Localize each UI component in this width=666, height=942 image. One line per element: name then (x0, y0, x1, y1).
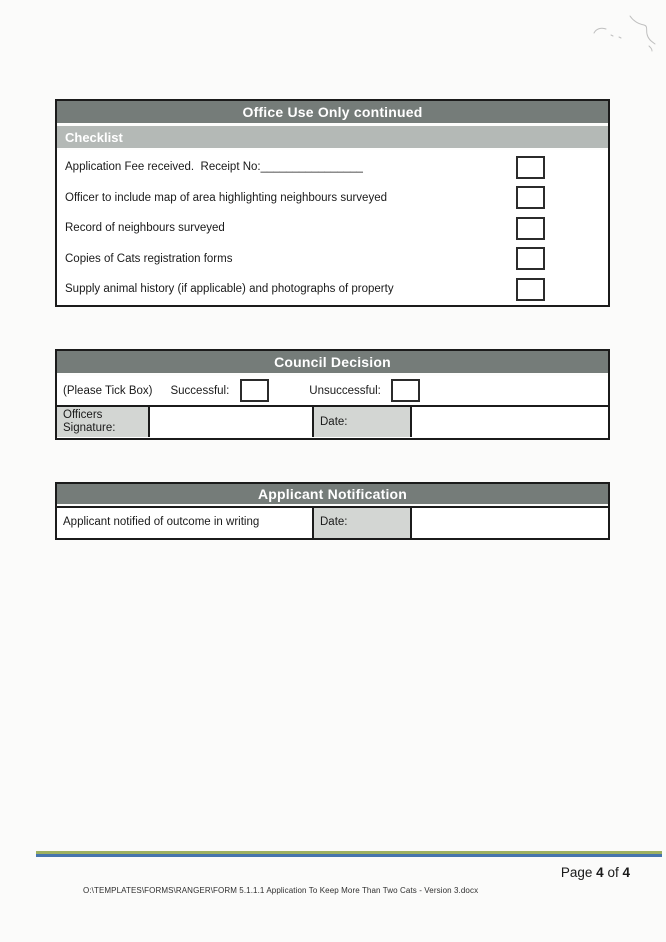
applicant-notification-header (57, 484, 608, 506)
checklist-label: Checklist (65, 129, 123, 145)
council-decision-table (55, 349, 610, 440)
of-word: of (607, 865, 619, 880)
animal-history-checkbox[interactable] (516, 278, 545, 301)
notification-date-field[interactable] (412, 508, 608, 538)
applicant-notification-table (55, 482, 610, 540)
decision-date-label: Date: (314, 407, 412, 437)
application-fee-checkbox[interactable] (516, 156, 545, 179)
footer-rule-blue (36, 854, 662, 858)
checklist-subheader (57, 126, 608, 150)
decision-tick-row (57, 376, 608, 407)
unsuccessful-checkbox[interactable] (391, 379, 420, 402)
office-use-title: Office Use Only continued (242, 104, 423, 120)
map-included-checkbox[interactable] (516, 186, 545, 209)
checklist-row (57, 152, 608, 183)
notification-row (57, 506, 608, 538)
page-number (470, 865, 630, 880)
document-file-path: O:\TEMPLATES\FORMS\RANGER\FORM 5.1.1.1 Application To Keep More Than Two Cats - Version 3.docx (83, 886, 479, 895)
checklist-items (57, 150, 608, 305)
checklist-row (57, 244, 608, 275)
applicant-notification-title: Applicant Notification (257, 486, 408, 502)
checklist-item-label: Officer to include map of area highlighting neighbours surveyed (65, 191, 387, 204)
checklist-row (57, 213, 608, 244)
officers-signature-field[interactable] (150, 407, 314, 437)
decision-date-field[interactable] (412, 407, 608, 437)
checklist-row (57, 274, 608, 305)
page-total: 4 (622, 865, 630, 880)
page-current: 4 (596, 865, 604, 880)
unsuccessful-label: Unsuccessful: (309, 384, 381, 397)
checklist-item-label: Record of neighbours surveyed (65, 222, 225, 235)
officers-signature-label: Officers Signature: (57, 407, 150, 437)
council-decision-title: Council Decision (274, 354, 391, 370)
successful-label: Successful: (170, 384, 230, 397)
council-decision-header (57, 351, 608, 376)
office-use-header (57, 101, 608, 126)
page-word: Page (560, 865, 593, 880)
checklist-item-label: Supply animal history (if applicable) and photographs of property (65, 283, 394, 296)
checklist-item-label: Application Fee received. Receipt No:________________ (65, 161, 363, 174)
tick-box-note: (Please Tick Box) (63, 384, 153, 397)
successful-checkbox[interactable] (240, 379, 269, 402)
record-neighbours-checkbox[interactable] (516, 217, 545, 240)
signature-date-row (57, 407, 608, 437)
checklist-row (57, 183, 608, 214)
notification-date-label: Date: (314, 508, 412, 538)
notified-in-writing-label: Applicant notified of outcome in writing (57, 508, 314, 538)
footer-divider-rule (36, 851, 662, 857)
pen-scribble-mark (586, 6, 664, 54)
checklist-item-label: Copies of Cats registration forms (65, 252, 233, 265)
office-use-table (55, 99, 610, 307)
registration-forms-checkbox[interactable] (516, 247, 545, 270)
